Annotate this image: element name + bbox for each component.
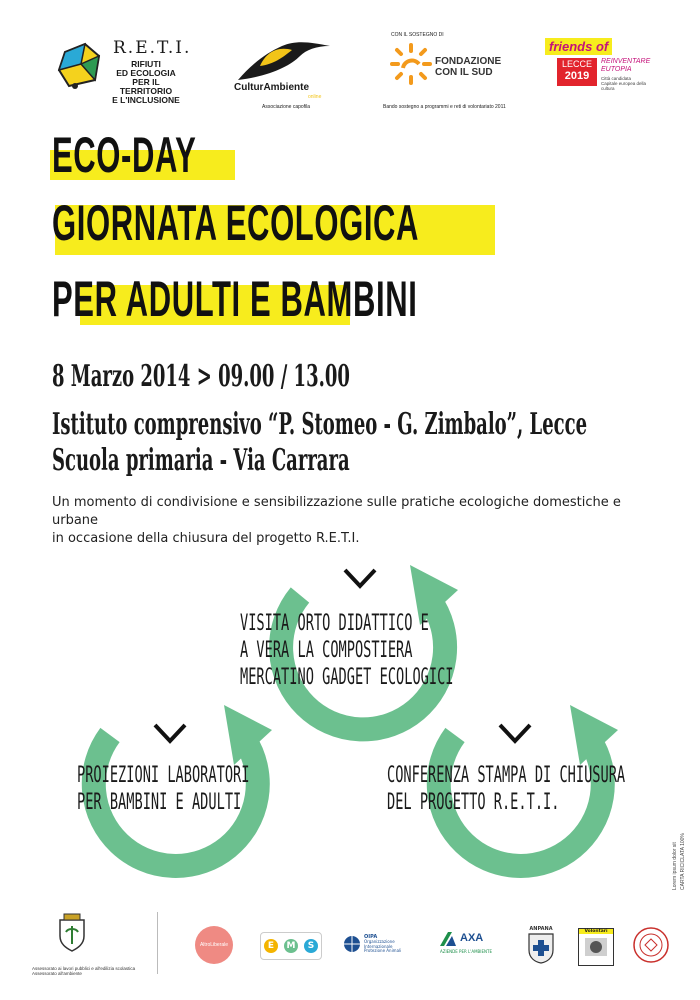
reti-emblem-icon [55, 42, 105, 90]
sponsor-anpana-name: ANPANA [529, 926, 553, 932]
venue-line2: Scuola primaria - Via Carrara [52, 443, 350, 478]
sponsor-oipa-name: OIPA [364, 934, 378, 941]
reti-line: ED ECOLOGIA [116, 68, 176, 78]
hummingbird-icon [230, 36, 335, 84]
culturambiente-caption: Associazione capofila [262, 104, 311, 110]
municipality-caption-2: Assessorato all'ambiente [32, 971, 82, 976]
lecce-label: LECCE [561, 59, 592, 69]
culturambiente-name-text: CulturAmbiente [234, 82, 309, 93]
reti-line: PER IL TERRITORIO [119, 77, 173, 96]
lecce-box [557, 58, 597, 86]
activity-left [77, 762, 249, 816]
sponsor-ems-s: S [304, 939, 318, 953]
sponsor-altroliberale-text: AltroLiberale [199, 942, 229, 948]
headline-line1: ECO-DAY [52, 127, 197, 183]
municipality-caption [32, 966, 135, 976]
fondazione-name-2: CON IL SUD [435, 67, 493, 78]
anpana-shield-icon [525, 932, 557, 964]
reti-line: RIFIUTI [131, 59, 161, 69]
activity-left-line: PER BAMBINI E ADULTI [77, 790, 242, 815]
vertical-credit-small: Lorem ipsum dolor sit [672, 842, 678, 890]
culturambiente-name [234, 82, 309, 93]
headline-line3: PER ADULTI E BAMBINI [52, 271, 418, 327]
activity-top [240, 610, 454, 691]
fondazione-caption: Bando sostegno a programmi e reti di volontariato 2011 [383, 104, 506, 110]
municipality-caption-1: Assessorato ai lavori pubblici e all'edilizia scolastica [32, 966, 136, 971]
culturambiente-logo [230, 36, 340, 111]
reti-subtitle [107, 60, 185, 105]
year-label: 2019 [564, 70, 590, 82]
friends-of-label: friends of [545, 38, 612, 55]
fondazione-name [435, 56, 501, 78]
cycle-diagram [0, 540, 700, 910]
date-line: 8 Marzo 2014 > 09.00 / 13.00 [52, 359, 350, 394]
municipality-crest-icon [56, 912, 88, 952]
citta-candidata [601, 76, 655, 91]
lecce2019-logo [545, 38, 655, 103]
sponsor-axa-name: AXA [460, 932, 484, 944]
sponsor-oipa-text [364, 934, 404, 954]
headline-line2: GIORNATA ECOLOGICA [52, 195, 420, 251]
sun-icon [389, 42, 433, 86]
reti-line: E L'INCLUSIONE [112, 95, 180, 105]
description-line1: Un momento di condivisione e sensibilizzazione sulle pratiche ecologiche domestiche e urbane [52, 495, 621, 528]
sponsor-ems-m: M [284, 939, 298, 953]
eutopia-text: EUTOPIA [601, 66, 632, 73]
venue-line1: Istituto comprensivo “P. Stomeo - G. Zimbalo”, Lecce [52, 407, 588, 442]
fondazione-support-caption: CON IL SOSTEGNO DI [391, 32, 444, 38]
activity-left-line: PROIEZIONI LABORATORI [77, 763, 250, 788]
sponsor-oipa [343, 934, 413, 954]
seal-icon [632, 926, 670, 964]
description-line2: in occasione della chiusura del progetto R.E.T.I. [52, 531, 360, 546]
reinventare-label [601, 58, 650, 74]
sponsor-anpana [525, 926, 557, 966]
activity-right-line: DEL PROGETTO R.E.T.I. [387, 790, 560, 815]
fondazione-logo [383, 32, 508, 114]
activity-right [387, 762, 625, 816]
culturambiente-online: online [308, 94, 322, 100]
sponsor-altroliberale [195, 926, 233, 964]
sponsor-ems [260, 932, 322, 960]
sponsor-ems-e: E [264, 939, 278, 953]
activity-right-line: CONFERENZA STAMPA DI CHIUSURA [387, 763, 626, 788]
footer-divider [157, 912, 158, 974]
sponsor-volontari [578, 928, 614, 966]
sponsor-axa-sub: AZIENDE PER L'AMBIENTE [440, 949, 492, 954]
citta-candidata-text: Città candidata [601, 76, 632, 81]
fondazione-name-1: FONDAZIONE [435, 56, 502, 67]
vertical-credit: CARTA RICICLATA 100% [680, 833, 686, 890]
activity-top-line: VISITA ORTO DIDATTICO E [240, 611, 429, 636]
volontari-emblem-icon [579, 934, 613, 964]
sponsor-axa [440, 932, 495, 958]
reinventare-text: REINVENTARE [601, 58, 651, 65]
reti-title: R.E.T.I. [113, 38, 192, 58]
globe-icon [343, 935, 361, 953]
sponsor-volontari-name: Volontari [579, 929, 613, 934]
activity-top-line: A VERA LA COMPOSTIERA [240, 638, 413, 663]
activity-top-line: MERCATINO GADGET ECOLOGICI [240, 665, 454, 690]
sponsor-oipa-desc: Organizzazione Internazionale Protezione Animali [364, 939, 402, 954]
axa-mark-icon [440, 932, 456, 946]
capitale-text: Capitale europea della cultura [601, 81, 647, 91]
reti-logo [55, 38, 192, 105]
